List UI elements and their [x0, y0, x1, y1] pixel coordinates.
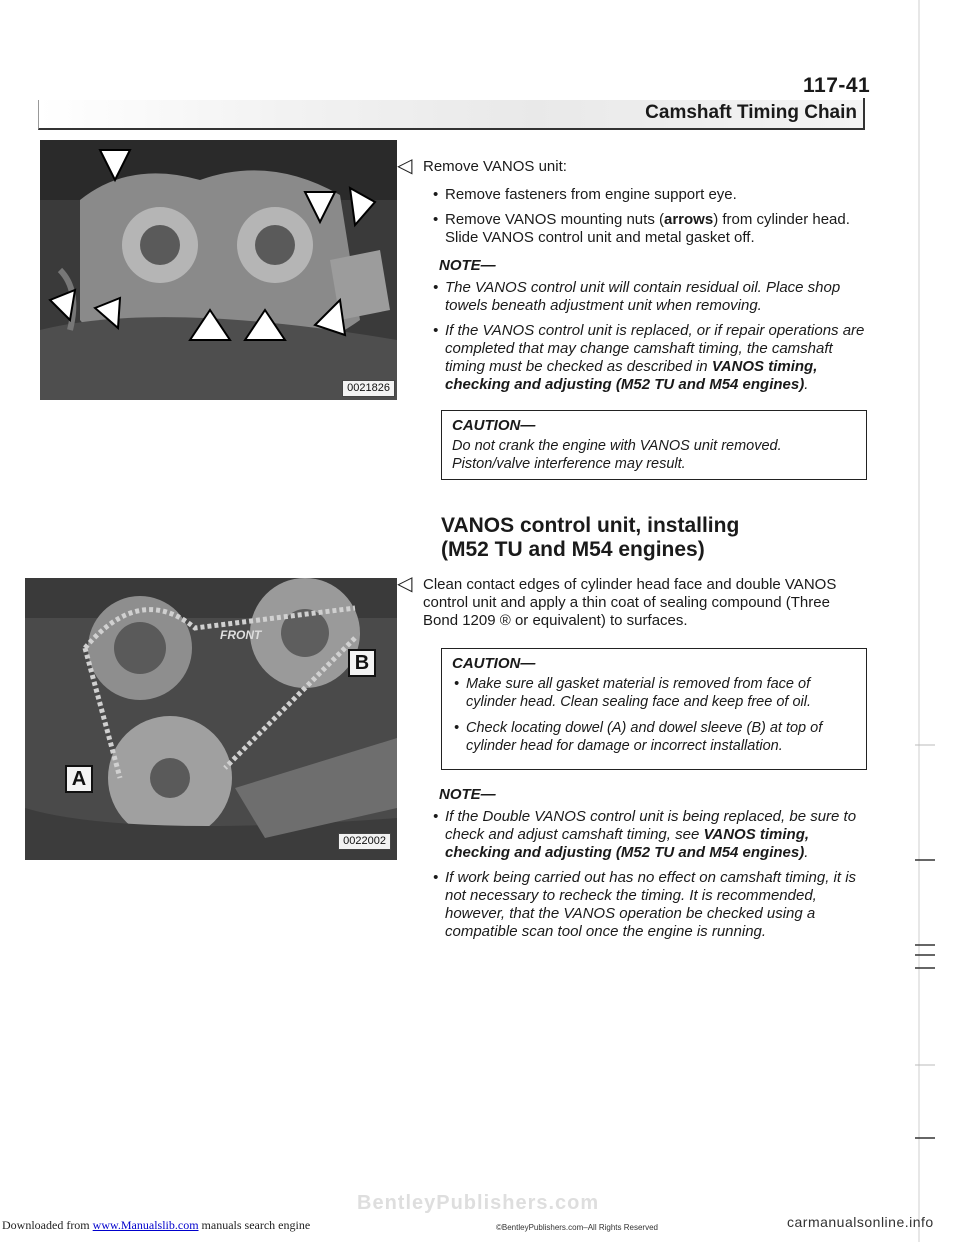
step-text: Clean contact edges of cylinder head face and double VANOS control unit and apply a thin coat of sealing compound (Three Bond 1209 ® or equivalent) to surfaces.	[423, 576, 837, 629]
page-number: 117-41	[803, 74, 871, 97]
step-arrow-icon: ◁	[397, 155, 413, 177]
header-end-rule	[863, 98, 865, 128]
header-bar	[38, 100, 865, 130]
header-title: Camshaft Timing Chain	[645, 102, 857, 123]
figure-vanos-unit-photo	[40, 140, 397, 400]
figure-label: 0022002	[338, 833, 391, 850]
callout-a: A	[65, 765, 93, 793]
list-item: • If the VANOS control unit is replaced, or if repair operations are completed that may change camshaft timing, the camshaft timing must be checked as described in VANOS timing, checking and adjusting (M52 TU and M54 engines).	[445, 322, 867, 394]
step-remove-vanos	[397, 155, 867, 177]
figure-label: 0021826	[342, 380, 395, 397]
engine-photo-illustration	[40, 140, 397, 400]
list-item: • Remove VANOS mounting nuts (arrows) from cylinder head. Slide VANOS control unit and metal gasket off.	[445, 211, 867, 247]
list-item: • If the Double VANOS control unit is being replaced, be sure to check and adjust camshaft timing, see VANOS timing, checking and adjusting (M52 TU and M54 engines).	[445, 808, 867, 862]
list-item: • Remove fasteners from engine support eye.	[445, 186, 867, 204]
caution-box	[441, 648, 867, 770]
step-text: Remove VANOS unit:	[423, 158, 567, 175]
section-remove-vanos	[397, 155, 867, 480]
caution-text: Do not crank the engine with VANOS unit removed. Piston/valve interference may result.	[452, 438, 782, 472]
caution-box	[441, 410, 867, 480]
footer-site-name: carmanualsonline.info	[787, 1214, 934, 1230]
footer-watermark: BentleyPublishers.com	[357, 1192, 600, 1214]
section-heading	[441, 514, 871, 562]
note-heading: NOTE—	[439, 786, 496, 803]
list-item: • Make sure all gasket material is removed from face of cylinder head. Clean sealing face and keep free of oil.	[466, 675, 856, 711]
note-list	[397, 808, 867, 941]
step-arrow-icon: ◁	[397, 573, 413, 595]
heading-line: (M52 TU and M54 engines)	[441, 538, 705, 561]
front-engraving: FRONT	[220, 628, 262, 642]
caution-list	[452, 675, 856, 755]
caution-heading: CAUTION—	[452, 417, 536, 434]
step-clean-surfaces	[397, 573, 867, 630]
footer-download-note: Downloaded from www.Manualslib.com manuals search engine	[2, 1218, 311, 1232]
caution-heading: CAUTION—	[452, 655, 536, 672]
list-item: • The VANOS control unit will contain residual oil. Place shop towels beneath adjustment unit when removing.	[445, 279, 867, 315]
timing-chain-photo-illustration	[25, 578, 397, 860]
note-heading: NOTE—	[439, 257, 496, 274]
figure-timing-chain-photo	[25, 578, 397, 860]
list-item: • If work being carried out has no effect on camshaft timing, it is not necessary to recheck the timing. It is recommended, however, that the VANOS operation be checked using a compatible scan tool once the engine is running.	[445, 869, 867, 941]
note-list	[397, 279, 867, 394]
callout-b: B	[348, 649, 376, 677]
removal-bullet-list	[397, 186, 867, 247]
heading-line: VANOS control unit, installing	[441, 514, 740, 537]
section-install-vanos	[397, 573, 867, 951]
list-item: • Check locating dowel (A) and dowel sleeve (B) at top of cylinder head for damage or incorrect installation.	[466, 719, 856, 755]
margin-scan-marks	[905, 0, 960, 1242]
footer-copyright: ©BentleyPublishers.com–All Rights Reserved	[496, 1223, 658, 1232]
manualslib-link[interactable]: www.Manualslib.com	[92, 1218, 199, 1232]
